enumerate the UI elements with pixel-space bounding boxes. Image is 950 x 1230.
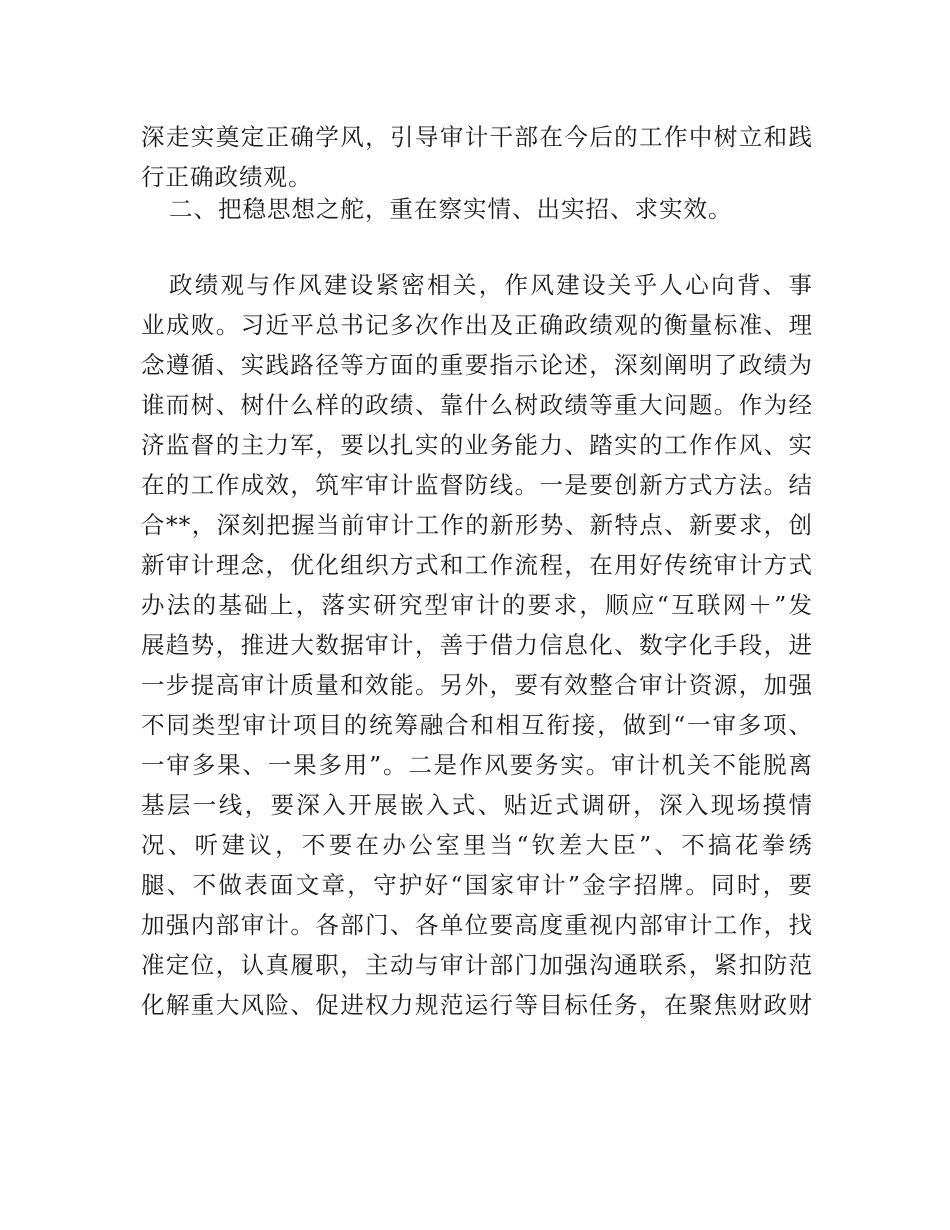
text-line: 合**，深刻把握当前审计工作的新形势、新特点、新要求，创 [141,511,813,539]
text-line: 济监督的主力军，要以扎实的业务能力、踏实的工作作风、实 [141,431,813,459]
text-line: 办法的基础上，落实研究型审计的要求，顺应“互联网＋”发 [141,591,813,619]
text-line: 新审计理念，优化组织方式和工作流程，在用好传统审计方式 [141,551,813,579]
text-line: 谁而树、树什么样的政绩、靠什么树政绩等重大问题。作为经 [141,391,813,419]
text-line: 化解重大风险、促进权力规范运行等目标任务，在聚焦财政财 [141,991,813,1019]
text-line: 准定位，认真履职，主动与审计部门加强沟通联系，紧扣防范 [141,951,813,979]
section-heading [141,189,813,229]
text-line: 业成败。习近平总书记多次作出及正确政绩观的衡量标准、理 [141,311,813,339]
section-heading-text: 二、把稳思想之舵，重在察实情、出实招、求实效。 [169,195,733,223]
text-line: 政绩观与作风建设紧密相关，作风建设关乎人心向背、事 [169,271,813,299]
text-line: 基层一线，要深入开展嵌入式、贴近式调研，深入现场摸情 [141,791,813,819]
text-line: 腿、不做表面文章，守护好“国家审计”金字招牌。同时，要 [141,871,813,899]
text-line: 不同类型审计项目的统筹融合和相互衔接，做到“一审多项、 [141,711,813,739]
text-line: 深走实奠定正确学风，引导审计干部在今后的工作中树立和践 [141,123,813,151]
body-paragraph [141,265,813,1025]
paragraph-continuation [141,117,813,197]
text-line: 在的工作成效，筑牢审计监督防线。一是要创新方式方法。结 [141,471,813,499]
text-line: 念遵循、实践路径等方面的重要指示论述，深刻阐明了政绩为 [141,351,813,379]
text-line: 加强内部审计。各部门、各单位要高度重视内部审计工作，找 [141,911,813,939]
text-line: 况、听建议，不要在办公室里当“钦差大臣”、不搞花拳绣 [141,831,813,859]
text-line: 一审多果、一果多用”。二是作风要务实。审计机关不能脱离 [141,751,813,779]
text-line: 展趋势，推进大数据审计，善于借力信息化、数字化手段，进 [141,631,813,659]
text-line: 行正确政绩观。 [141,163,313,191]
text-line: 一步提高审计质量和效能。另外，要有效整合审计资源，加强 [141,671,813,699]
